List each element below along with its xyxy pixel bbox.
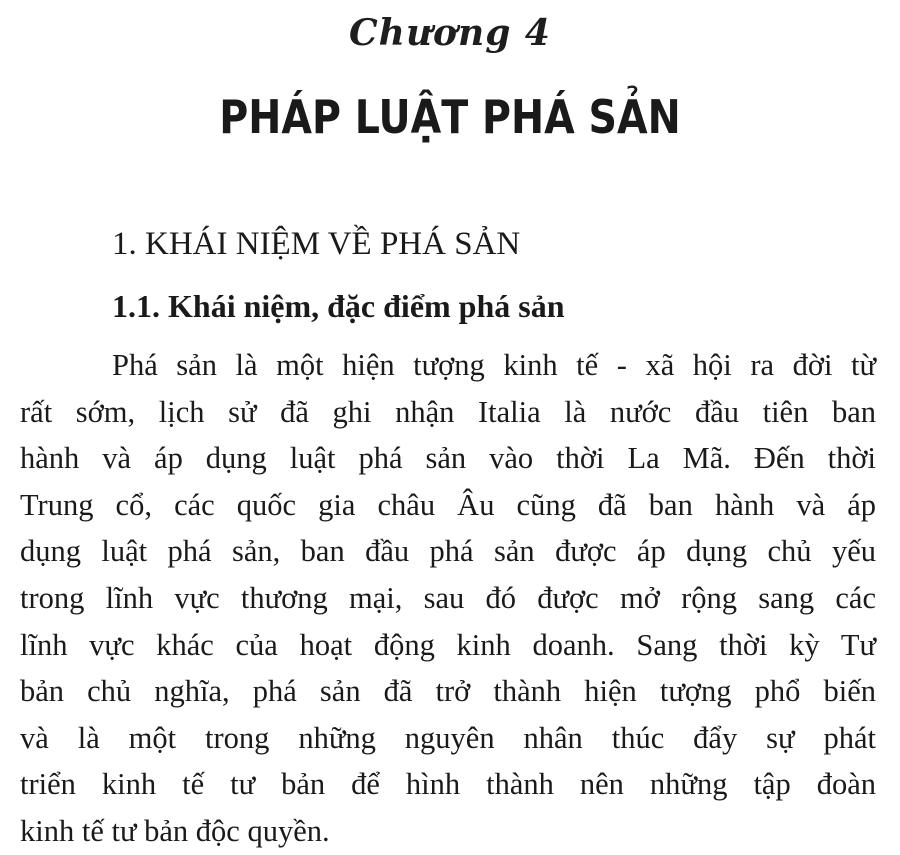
- body-paragraph: [20, 342, 876, 855]
- paragraph-line: trong lĩnh vực thương mại, sau đó được mở rộng sang các: [20, 580, 876, 615]
- paragraph-line: dụng luật phá sản, ban đầu phá sản được áp dụng chủ yếu: [20, 534, 876, 569]
- section-heading: 1. KHÁI NIỆM VỀ PHÁ SẢN: [112, 226, 521, 262]
- paragraph-line: kinh tế tư bản độc quyền.: [20, 813, 330, 848]
- subsection-heading: 1.1. Khái niệm, đặc điểm phá sản: [112, 288, 565, 324]
- paragraph-line: Trung cổ, các quốc gia châu Âu cũng đã ban hành và áp: [20, 487, 876, 522]
- paragraph-line: và là một trong những nguyên nhân thúc đẩy sự phát: [20, 720, 876, 755]
- paragraph-line: hành và áp dụng luật phá sản vào thời La Mã. Đến thời: [20, 441, 876, 476]
- paragraph-line: rất sớm, lịch sử đã ghi nhận Italia là nước đầu tiên ban: [20, 394, 876, 429]
- paragraph-line: lĩnh vực khác của hoạt động kinh doanh. Sang thời kỳ Tư: [20, 627, 876, 662]
- paragraph-line: triển kinh tế tư bản để hình thành nên những tập đoàn: [20, 767, 876, 802]
- chapter-title: PHÁP LUẬT PHÁ SẢN: [219, 90, 681, 144]
- paragraph-line: Phá sản là một hiện tượng kinh tế - xã hội ra đời từ: [112, 348, 876, 382]
- chapter-label: Chương 4: [349, 12, 551, 54]
- paragraph-line: bản chủ nghĩa, phá sản đã trở thành hiện tượng phổ biến: [20, 674, 876, 709]
